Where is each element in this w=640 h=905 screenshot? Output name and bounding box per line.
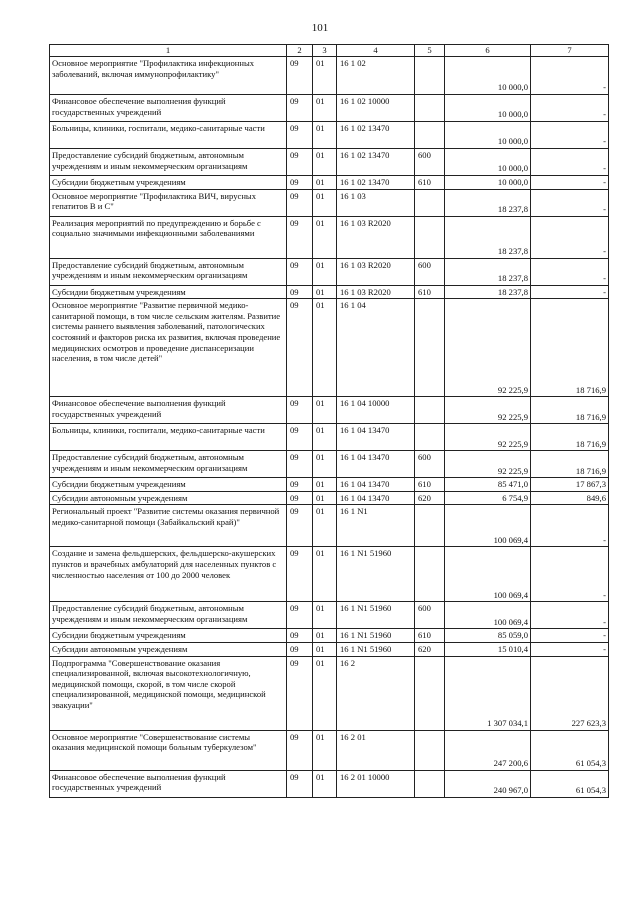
table-row bbox=[50, 122, 609, 149]
table-row bbox=[50, 176, 609, 190]
section-code-cell: 09 bbox=[287, 122, 313, 149]
table-row bbox=[50, 397, 609, 424]
table-row bbox=[50, 285, 609, 299]
amount-cell: 92 225,9 bbox=[445, 451, 531, 478]
amount-cell: 100 069,4 bbox=[445, 505, 531, 547]
expense-type-cell: 620 bbox=[415, 642, 445, 656]
target-article-cell: 16 1 N1 51960 bbox=[337, 629, 415, 643]
subsection-code-cell: 01 bbox=[313, 770, 337, 797]
table-row bbox=[50, 642, 609, 656]
amount-second-cell: - bbox=[531, 547, 609, 602]
amount-second-cell: 61 054,3 bbox=[531, 770, 609, 797]
row-name-cell: Реализация мероприятий по предупреждению и борьбе с социально значимыми инфекционными заболеваниями bbox=[50, 216, 287, 258]
target-article-cell: 16 1 02 13470 bbox=[337, 122, 415, 149]
amount-cell: 85 059,0 bbox=[445, 629, 531, 643]
subsection-code-cell: 01 bbox=[313, 491, 337, 505]
amount-second-cell: 227 623,3 bbox=[531, 656, 609, 730]
table-body bbox=[50, 57, 609, 798]
amount-cell: 18 237,8 bbox=[445, 216, 531, 258]
row-name-cell: Субсидии бюджетным учреждениям bbox=[50, 629, 287, 643]
amount-cell: 100 069,4 bbox=[445, 602, 531, 629]
row-name-cell: Предоставление субсидий бюджетным, автономным учреждениям и иным некоммерческим организациям bbox=[50, 451, 287, 478]
subsection-code-cell: 01 bbox=[313, 478, 337, 492]
table-row bbox=[50, 656, 609, 730]
table-row bbox=[50, 547, 609, 602]
row-name-cell: Субсидии автономным учреждениям bbox=[50, 642, 287, 656]
amount-cell: 10 000,0 bbox=[445, 149, 531, 176]
expense-type-cell bbox=[415, 505, 445, 547]
amount-cell: 247 200,6 bbox=[445, 730, 531, 770]
expense-type-cell bbox=[415, 95, 445, 122]
amount-second-cell: - bbox=[531, 95, 609, 122]
amount-second-cell: 17 867,3 bbox=[531, 478, 609, 492]
table-row bbox=[50, 629, 609, 643]
amount-second-cell: - bbox=[531, 149, 609, 176]
expense-type-cell bbox=[415, 770, 445, 797]
subsection-code-cell: 01 bbox=[313, 397, 337, 424]
expense-type-cell bbox=[415, 730, 445, 770]
amount-cell: 85 471,0 bbox=[445, 478, 531, 492]
expense-type-cell: 610 bbox=[415, 478, 445, 492]
column-header-3: 3 bbox=[313, 45, 337, 57]
section-code-cell: 09 bbox=[287, 216, 313, 258]
amount-second-cell: - bbox=[531, 57, 609, 95]
target-article-cell: 16 1 N1 bbox=[337, 505, 415, 547]
subsection-code-cell: 01 bbox=[313, 299, 337, 397]
amount-second-cell: 18 716,9 bbox=[531, 451, 609, 478]
section-code-cell: 09 bbox=[287, 451, 313, 478]
target-article-cell: 16 1 04 bbox=[337, 299, 415, 397]
amount-cell: 18 237,8 bbox=[445, 258, 531, 285]
header-row bbox=[50, 45, 609, 57]
table-row bbox=[50, 770, 609, 797]
target-article-cell: 16 1 04 13470 bbox=[337, 451, 415, 478]
table-row bbox=[50, 491, 609, 505]
amount-second-cell: - bbox=[531, 216, 609, 258]
expense-type-cell: 610 bbox=[415, 629, 445, 643]
subsection-code-cell: 01 bbox=[313, 122, 337, 149]
table-row bbox=[50, 451, 609, 478]
section-code-cell: 09 bbox=[287, 770, 313, 797]
expense-type-cell: 610 bbox=[415, 176, 445, 190]
section-code-cell: 09 bbox=[287, 491, 313, 505]
section-code-cell: 09 bbox=[287, 397, 313, 424]
amount-second-cell: - bbox=[531, 122, 609, 149]
column-header-1: 1 bbox=[50, 45, 287, 57]
section-code-cell: 09 bbox=[287, 505, 313, 547]
row-name-cell: Больницы, клиники, госпитали, медико-санитарные части bbox=[50, 122, 287, 149]
target-article-cell: 16 1 04 13470 bbox=[337, 491, 415, 505]
row-name-cell: Финансовое обеспечение выполнения функций государственных учреждений bbox=[50, 95, 287, 122]
subsection-code-cell: 01 bbox=[313, 505, 337, 547]
amount-cell: 92 225,9 bbox=[445, 424, 531, 451]
row-name-cell: Финансовое обеспечение выполнения функций государственных учреждений bbox=[50, 397, 287, 424]
target-article-cell: 16 2 bbox=[337, 656, 415, 730]
amount-cell: 1 307 034,1 bbox=[445, 656, 531, 730]
section-code-cell: 09 bbox=[287, 176, 313, 190]
amount-second-cell: - bbox=[531, 285, 609, 299]
table-row bbox=[50, 57, 609, 95]
table-row bbox=[50, 424, 609, 451]
subsection-code-cell: 01 bbox=[313, 95, 337, 122]
target-article-cell: 16 1 02 13470 bbox=[337, 176, 415, 190]
row-name-cell: Субсидии бюджетным учреждениям bbox=[50, 176, 287, 190]
amount-cell: 92 225,9 bbox=[445, 397, 531, 424]
table-row bbox=[50, 602, 609, 629]
section-code-cell: 09 bbox=[287, 189, 313, 216]
subsection-code-cell: 01 bbox=[313, 258, 337, 285]
target-article-cell: 16 1 N1 51960 bbox=[337, 642, 415, 656]
table-row bbox=[50, 95, 609, 122]
row-name-cell: Субсидии автономным учреждениям bbox=[50, 491, 287, 505]
amount-second-cell: - bbox=[531, 642, 609, 656]
subsection-code-cell: 01 bbox=[313, 602, 337, 629]
section-code-cell: 09 bbox=[287, 299, 313, 397]
expense-type-cell bbox=[415, 656, 445, 730]
table-row bbox=[50, 149, 609, 176]
expense-type-cell: 600 bbox=[415, 602, 445, 629]
target-article-cell: 16 1 02 10000 bbox=[337, 95, 415, 122]
row-name-cell: Субсидии бюджетным учреждениям bbox=[50, 285, 287, 299]
row-name-cell: Субсидии бюджетным учреждениям bbox=[50, 478, 287, 492]
expense-type-cell bbox=[415, 57, 445, 95]
expense-type-cell: 600 bbox=[415, 451, 445, 478]
section-code-cell: 09 bbox=[287, 629, 313, 643]
section-code-cell: 09 bbox=[287, 656, 313, 730]
expense-type-cell: 600 bbox=[415, 149, 445, 176]
section-code-cell: 09 bbox=[287, 547, 313, 602]
amount-second-cell: - bbox=[531, 176, 609, 190]
column-header-6: 6 bbox=[445, 45, 531, 57]
subsection-code-cell: 01 bbox=[313, 451, 337, 478]
amount-cell: 15 010,4 bbox=[445, 642, 531, 656]
subsection-code-cell: 01 bbox=[313, 216, 337, 258]
expense-type-cell bbox=[415, 397, 445, 424]
target-article-cell: 16 1 02 13470 bbox=[337, 149, 415, 176]
target-article-cell: 16 1 04 13470 bbox=[337, 424, 415, 451]
expense-type-cell: 610 bbox=[415, 285, 445, 299]
target-article-cell: 16 1 03 R2020 bbox=[337, 216, 415, 258]
column-header-4: 4 bbox=[337, 45, 415, 57]
subsection-code-cell: 01 bbox=[313, 57, 337, 95]
row-name-cell: Основное мероприятие "Профилактика инфекционных заболеваний, включая иммунопрофилактику" bbox=[50, 57, 287, 95]
row-name-cell: Предоставление субсидий бюджетным, автономным учреждениям и иным некоммерческим организациям bbox=[50, 149, 287, 176]
page-number: 101 bbox=[311, 22, 329, 34]
amount-cell: 10 000,0 bbox=[445, 176, 531, 190]
amount-second-cell: - bbox=[531, 258, 609, 285]
target-article-cell: 16 1 03 R2020 bbox=[337, 285, 415, 299]
row-name-cell: Предоставление субсидий бюджетным, автономным учреждениям и иным некоммерческим организациям bbox=[50, 602, 287, 629]
target-article-cell: 16 1 04 13470 bbox=[337, 478, 415, 492]
section-code-cell: 09 bbox=[287, 730, 313, 770]
amount-cell: 10 000,0 bbox=[445, 122, 531, 149]
amount-cell: 10 000,0 bbox=[445, 57, 531, 95]
expense-type-cell bbox=[415, 122, 445, 149]
subsection-code-cell: 01 bbox=[313, 149, 337, 176]
amount-second-cell: 18 716,9 bbox=[531, 397, 609, 424]
subsection-code-cell: 01 bbox=[313, 547, 337, 602]
subsection-code-cell: 01 bbox=[313, 730, 337, 770]
target-article-cell: 16 1 03 bbox=[337, 189, 415, 216]
amount-second-cell: 18 716,9 bbox=[531, 424, 609, 451]
amount-second-cell: - bbox=[531, 505, 609, 547]
subsection-code-cell: 01 bbox=[313, 189, 337, 216]
column-header-7: 7 bbox=[531, 45, 609, 57]
table-row bbox=[50, 505, 609, 547]
expense-type-cell bbox=[415, 189, 445, 216]
subsection-code-cell: 01 bbox=[313, 642, 337, 656]
amount-cell: 18 237,8 bbox=[445, 189, 531, 216]
row-name-cell: Создание и замена фельдшерских, фельдшерско-акушерских пунктов и врачебных амбулаторий для населенных пунктов с численностью населения от 100 до 2000 человек bbox=[50, 547, 287, 602]
target-article-cell: 16 1 04 10000 bbox=[337, 397, 415, 424]
target-article-cell: 16 2 01 bbox=[337, 730, 415, 770]
table-row bbox=[50, 478, 609, 492]
subsection-code-cell: 01 bbox=[313, 176, 337, 190]
section-code-cell: 09 bbox=[287, 642, 313, 656]
expense-type-cell bbox=[415, 547, 445, 602]
amount-cell: 18 237,8 bbox=[445, 285, 531, 299]
expense-type-cell: 600 bbox=[415, 258, 445, 285]
amount-second-cell: 18 716,9 bbox=[531, 299, 609, 397]
target-article-cell: 16 2 01 10000 bbox=[337, 770, 415, 797]
section-code-cell: 09 bbox=[287, 424, 313, 451]
row-name-cell: Региональный проект "Развитие системы оказания первичной медико-санитарной помощи (Забайкальский край)" bbox=[50, 505, 287, 547]
amount-second-cell: - bbox=[531, 189, 609, 216]
amount-cell: 92 225,9 bbox=[445, 299, 531, 397]
section-code-cell: 09 bbox=[287, 57, 313, 95]
column-header-5: 5 bbox=[415, 45, 445, 57]
column-header-2: 2 bbox=[287, 45, 313, 57]
table-row bbox=[50, 258, 609, 285]
table-row bbox=[50, 216, 609, 258]
amount-second-cell: - bbox=[531, 629, 609, 643]
row-name-cell: Основное мероприятие "Совершенствование системы оказания медицинской помощи больным туберкулезом" bbox=[50, 730, 287, 770]
row-name-cell: Подпрограмма "Совершенствование оказания специализированной, включая высокотехнологичную, медицинской помощи, скорой, в том числе скорой специализированной, медицинской помощи, медицинской эвакуации" bbox=[50, 656, 287, 730]
row-name-cell: Основное мероприятие "Профилактика ВИЧ, вирусных гепатитов В и С" bbox=[50, 189, 287, 216]
budget-table bbox=[49, 44, 609, 798]
row-name-cell: Больницы, клиники, госпитали, медико-санитарные части bbox=[50, 424, 287, 451]
row-name-cell: Финансовое обеспечение выполнения функций государственных учреждений bbox=[50, 770, 287, 797]
amount-second-cell: - bbox=[531, 602, 609, 629]
amount-cell: 240 967,0 bbox=[445, 770, 531, 797]
target-article-cell: 16 1 02 bbox=[337, 57, 415, 95]
section-code-cell: 09 bbox=[287, 95, 313, 122]
expense-type-cell bbox=[415, 299, 445, 397]
expense-type-cell bbox=[415, 424, 445, 451]
table-row bbox=[50, 730, 609, 770]
table-row bbox=[50, 299, 609, 397]
target-article-cell: 16 1 03 R2020 bbox=[337, 258, 415, 285]
section-code-cell: 09 bbox=[287, 602, 313, 629]
subsection-code-cell: 01 bbox=[313, 629, 337, 643]
subsection-code-cell: 01 bbox=[313, 424, 337, 451]
target-article-cell: 16 1 N1 51960 bbox=[337, 602, 415, 629]
subsection-code-cell: 01 bbox=[313, 285, 337, 299]
amount-second-cell: 849,6 bbox=[531, 491, 609, 505]
amount-cell: 6 754,9 bbox=[445, 491, 531, 505]
subsection-code-cell: 01 bbox=[313, 656, 337, 730]
section-code-cell: 09 bbox=[287, 149, 313, 176]
section-code-cell: 09 bbox=[287, 285, 313, 299]
expense-type-cell bbox=[415, 216, 445, 258]
target-article-cell: 16 1 N1 51960 bbox=[337, 547, 415, 602]
expense-type-cell: 620 bbox=[415, 491, 445, 505]
row-name-cell: Предоставление субсидий бюджетным, автономным учреждениям и иным некоммерческим организациям bbox=[50, 258, 287, 285]
amount-cell: 10 000,0 bbox=[445, 95, 531, 122]
amount-cell: 100 069,4 bbox=[445, 547, 531, 602]
amount-second-cell: 61 054,3 bbox=[531, 730, 609, 770]
row-name-cell: Основное мероприятие "Развитие первичной медико-санитарной помощи, в том числе сельским жителям. Развитие системы раннего выявления заболеваний, патологических состояний и факторов риска их развития, включая проведение медицинских осмотров и проведение диспансеризации населения, в том числе детей" bbox=[50, 299, 287, 397]
section-code-cell: 09 bbox=[287, 258, 313, 285]
section-code-cell: 09 bbox=[287, 478, 313, 492]
table-row bbox=[50, 189, 609, 216]
